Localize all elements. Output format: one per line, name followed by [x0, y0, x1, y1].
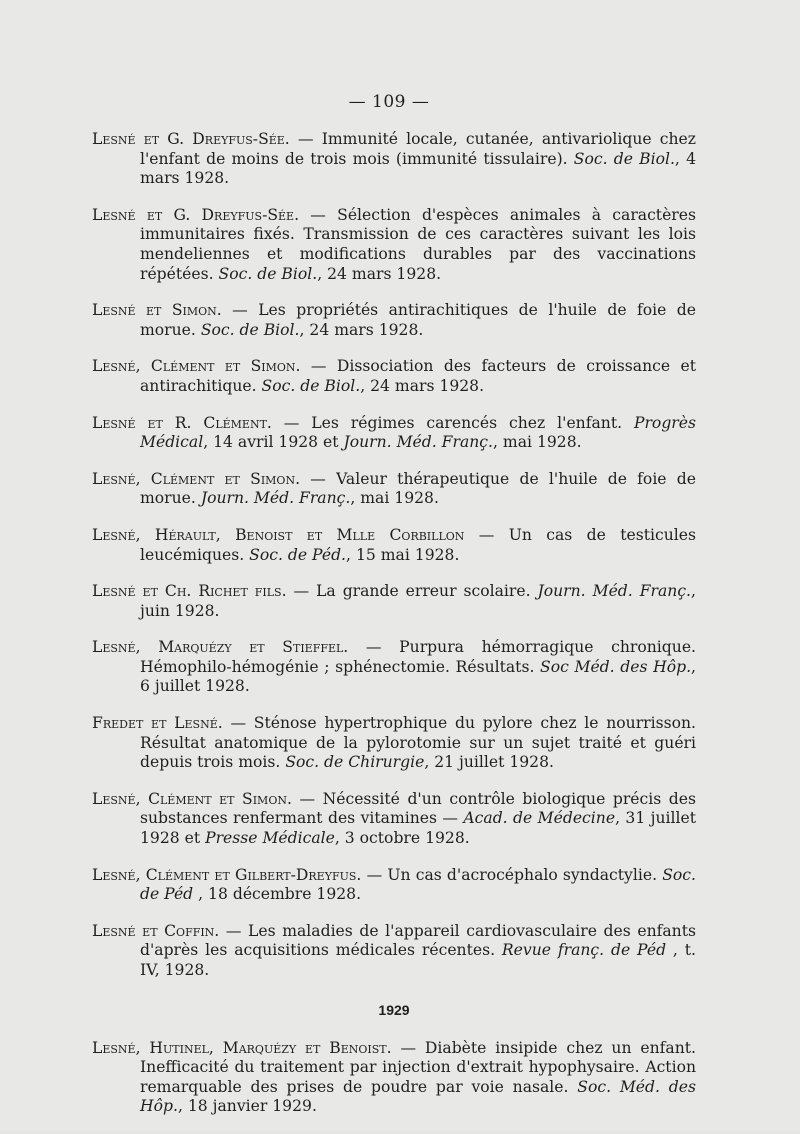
entry-title: — Nécessité d'un contrôle biologique précis des substances renfermant des vitamines —: [140, 789, 696, 828]
bibliography-entry: [92, 582, 696, 621]
entry-details: , mai 1928.: [350, 489, 439, 508]
entry-journal: Soc. de Péd.: [249, 545, 347, 564]
entry-journal: Acad. de Médecine: [463, 809, 616, 828]
entry-title: — Sténose hypertrophique du pylore chez le nourrisson. Résultat anatomique de la pylorotomie sur un sujet traité et guéri depuis trois mois.: [140, 714, 696, 772]
bibliography-entry: [92, 1039, 696, 1117]
bibliography-entry: [92, 866, 696, 905]
entry-authors: Lesné, Clément et Gilbert-Dreyfus.: [92, 865, 362, 884]
bibliography-1929: [92, 1039, 696, 1117]
entry-journal: Progrès Médical: [140, 413, 696, 452]
bibliography-entry: [92, 922, 696, 981]
entry-details: , 3 octobre 1928.: [334, 829, 470, 848]
entry-details: , 14 avril 1928 et: [203, 433, 344, 452]
entry-authors: Lesné et Coffin.: [92, 921, 220, 940]
entry-journal: Soc. de Biol.: [200, 320, 300, 339]
bibliography-entry: [92, 206, 696, 284]
bibliography-entry: [92, 790, 696, 849]
entry-details: , t. IV, 1928.: [140, 941, 696, 979]
entry-details: , 31 juillet 1928 et: [140, 809, 696, 848]
entry-title: — Valeur thérapeutique de l'huile de foie de morue.: [140, 469, 696, 508]
bibliography-entry: [92, 638, 696, 697]
entry-title: — La grande erreur scolaire.: [286, 582, 538, 601]
bibliography-entry: [92, 414, 696, 453]
entry-authors: Lesné et Ch. Richet fils.: [92, 582, 287, 601]
entry-journal: Soc Méd. des Hôp.: [540, 657, 692, 676]
entry-details: , 18 décembre 1928.: [193, 885, 362, 904]
entry-authors: Lesné, Hérault, Benoist et Mlle Corbillon: [92, 525, 465, 544]
entry-details: , 6 juillet 1928.: [140, 657, 696, 696]
entry-title: — Purpura hémorragique chronique. Hémophilo-hémogénie ; sphénectomie. Résultats.: [140, 638, 697, 676]
entry-title: — Un cas d'acrocéphalo syndactylie.: [361, 865, 663, 884]
entry-title: — Dissociation des facteurs de croissance et antirachitique.: [140, 357, 696, 395]
entry-journal: Soc. de Chirurgie: [285, 753, 425, 772]
entry-title: — Les régimes carencés chez l'enfant.: [271, 413, 634, 432]
entry-details: , 18 janvier 1929.: [177, 1097, 317, 1116]
entry-details: , mai 1928.: [493, 433, 582, 452]
bibliography-entry: [92, 526, 696, 565]
bibliography-list: [92, 130, 696, 1134]
entry-details: , 24 mars 1928.: [299, 320, 424, 339]
entry-title: — Immunité locale, cutanée, antivariolique chez l'enfant de moins de trois mois (immunité tissulaire).: [140, 130, 696, 168]
entry-title: — Les maladies de l'appareil cardiovasculaire des enfants d'après les acquisitions médicales récentes.: [140, 921, 696, 960]
entry-journal: Journ. Méd. Franç.: [200, 489, 351, 508]
entry-journal: Journ. Méd. Franç.: [537, 582, 692, 601]
entry-authors: Lesné et G. Dreyfus-Sée.: [92, 205, 300, 224]
entry-journal: Presse Médicale: [205, 829, 335, 848]
entry-journal: Soc. de Biol.: [573, 149, 675, 168]
entry-details: , 24 mars 1928.: [360, 376, 485, 395]
bibliography-entry: [92, 301, 696, 340]
entry-title: — Les propriétés antirachitiques de l'huile de foie de morue.: [140, 301, 697, 339]
entry-authors: Lesné et G. Dreyfus-Sée.: [92, 130, 290, 148]
entry-journal: Journ. Méd. Franç.: [343, 433, 493, 452]
entry-authors: Lesné, Clément et Simon.: [92, 789, 292, 808]
bibliography-entry: [92, 470, 696, 509]
entry-journal: Soc. de Biol.: [218, 264, 318, 283]
entry-journal: Soc. de Biol.: [261, 376, 361, 395]
entry-title: — Diabète insipide chez un enfant. Inefficacité du traitement par injection d'extrait hypophysaire. Action remarquable des prises de poudre par voie nasale.: [140, 1038, 696, 1096]
entry-title: — Sélection d'espèces animales à caractères immunitaires fixés. Transmission de ces caractères suivant les lois mendeliennes et modifications durables par des vaccinations répétées.: [140, 205, 696, 283]
bibliography-1928: [92, 130, 696, 981]
entry-authors: Lesné, Clément et Simon.: [92, 469, 301, 488]
entry-authors: Fredet et Lesné.: [92, 714, 223, 733]
bibliography-entry: [92, 130, 696, 189]
bibliography-entry: [92, 714, 696, 773]
page-number: — 109 —: [348, 92, 430, 112]
entry-details: , 4 mars 1928.: [140, 149, 696, 188]
entry-journal: Soc. de Péd: [140, 865, 696, 904]
entry-details: , 15 mai 1928.: [346, 545, 460, 564]
year-heading: 1929: [378, 1001, 410, 1018]
entry-authors: Lesné, Marquézy et Stieffel.: [92, 638, 349, 657]
entry-authors: Lesné et R. Clément.: [92, 413, 272, 432]
entry-journal: Soc. Méd. des Hôp.: [140, 1077, 696, 1116]
entry-authors: Lesné et Simon.: [92, 301, 222, 320]
entry-details: , 24 mars 1928.: [317, 264, 442, 283]
bibliography-entry: [92, 357, 696, 396]
entry-journal: Revue franç. de Péd: [501, 941, 667, 960]
entry-details: , 21 juillet 1928.: [424, 753, 554, 772]
entry-authors: Lesné, Hutinel, Marquézy et Benoist.: [92, 1038, 392, 1057]
entry-details: , juin 1928.: [140, 582, 696, 620]
entry-title: — Un cas de testicules leucémiques.: [140, 525, 696, 564]
entry-authors: Lesné, Clément et Simon.: [92, 357, 301, 376]
